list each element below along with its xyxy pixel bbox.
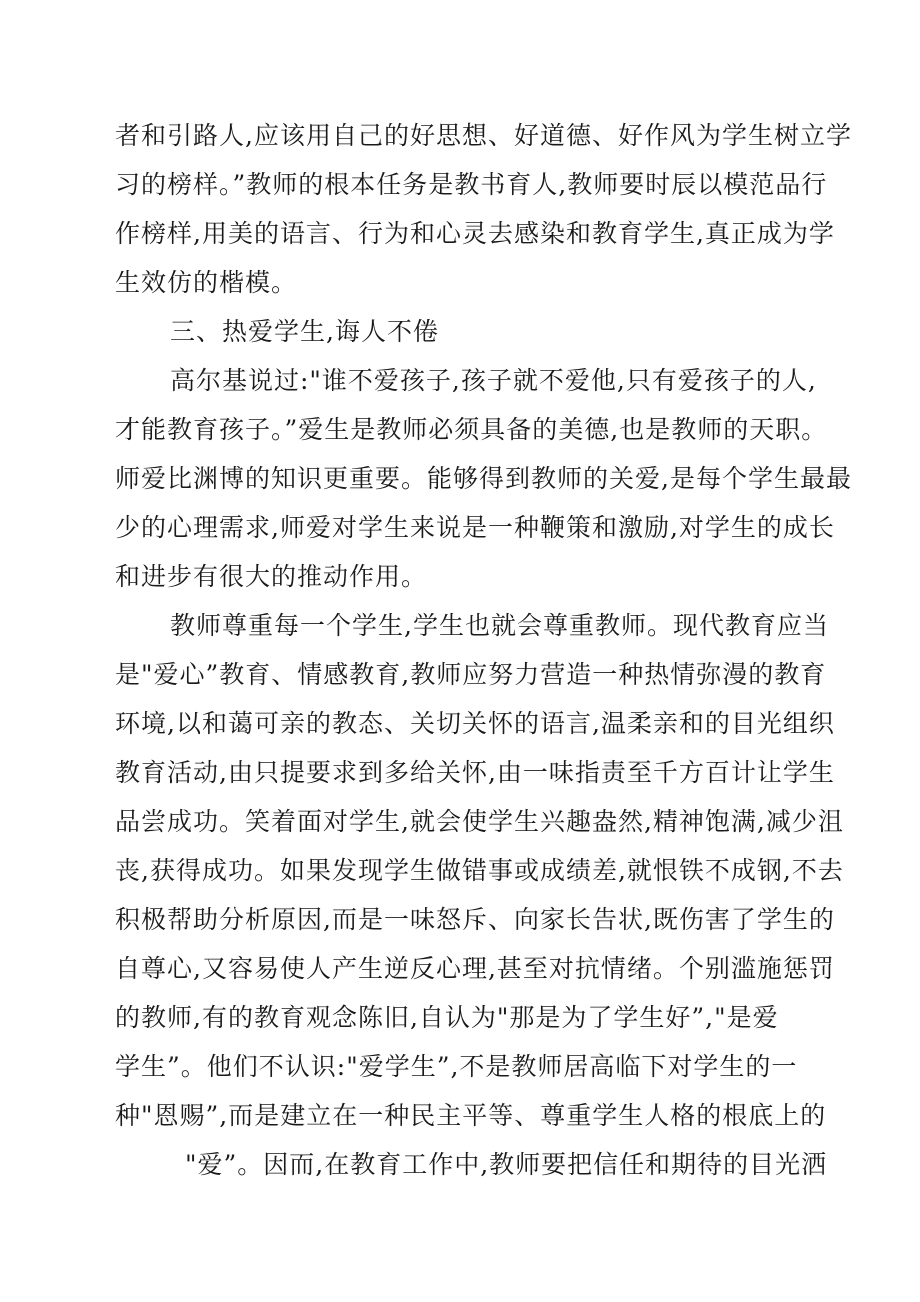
- paragraph-line: 少的心理需求,师爱对学生来说是一种鞭策和激励,对学生的成长: [115, 513, 835, 542]
- paragraph-line: 才能教育孩子。”爱生是教师必须具备的美德,也是教师的天职。: [115, 415, 828, 444]
- paragraph-line: 积极帮助分析原因,而是一味怒斥、向家长告状,既伤害了学生的: [115, 905, 835, 934]
- paragraph-line: 高尔基说过:"谁不爱孩子,孩子就不爱他,只有爱孩子的人,: [170, 366, 817, 395]
- paragraph-line: 教师尊重每一个学生,学生也就会尊重教师。现代教育应当: [170, 611, 829, 640]
- paragraph-line: 的教师,有的教育观念陈旧,自认为"那是为了学生好”,"是爱: [115, 1003, 779, 1032]
- paragraph-line: 和进步有很大的推动作用。: [115, 562, 428, 591]
- paragraph-line: 丧,获得成功。如果发现学生做错事或成绩差,就恨铁不成钢,不去: [115, 856, 844, 885]
- paragraph-line: 师爱比渊博的知识更重要。能够得到教师的关爱,是每个学生最最: [115, 464, 852, 493]
- paragraph-line: 品尝成功。笑着面对学生,就会使学生兴趣盎然,精神饱满,减少沮: [115, 807, 844, 836]
- section-heading: 三、热爱学生,诲人不倦: [170, 317, 439, 346]
- paragraph-line: 者和引路人,应该用自己的好思想、好道德、好作风为学生树立学: [115, 121, 852, 150]
- paragraph-line: 习的榜样。”教师的根本任务是教书育人,教师要时辰以模范品行: [115, 170, 828, 199]
- paragraph-line: 自尊心,又容易使人产生逆反心理,甚至对抗情绪。个别滥施惩罚: [115, 954, 835, 983]
- paragraph-line: 教育活动,由只提要求到多给关怀,由一味指责至千方百计让学生: [115, 758, 835, 787]
- paragraph-line: 学生”。他们不认识:"爱学生”,不是教师居高临下对学生的一: [115, 1052, 798, 1081]
- paragraph-line: 环境,以和蔼可亲的教态、关切关怀的语言,温柔亲和的目光组织: [115, 709, 835, 738]
- paragraph-line: 种"恩赐”,而是建立在一种民主平等、尊重学生人格的根底上的: [115, 1101, 827, 1130]
- paragraph-line: 作榜样,用美的语言、行为和心灵去感染和教育学生,真正成为学: [115, 219, 835, 248]
- paragraph-line: 是"爱心”教育、情感教育,教师应努力营造一种热情弥漫的教育: [115, 660, 827, 689]
- paragraph-line: 生效仿的楷模。: [115, 268, 298, 297]
- paragraph-line: "爱”。因而,在教育工作中,教师要把信任和期待的目光洒: [185, 1150, 828, 1179]
